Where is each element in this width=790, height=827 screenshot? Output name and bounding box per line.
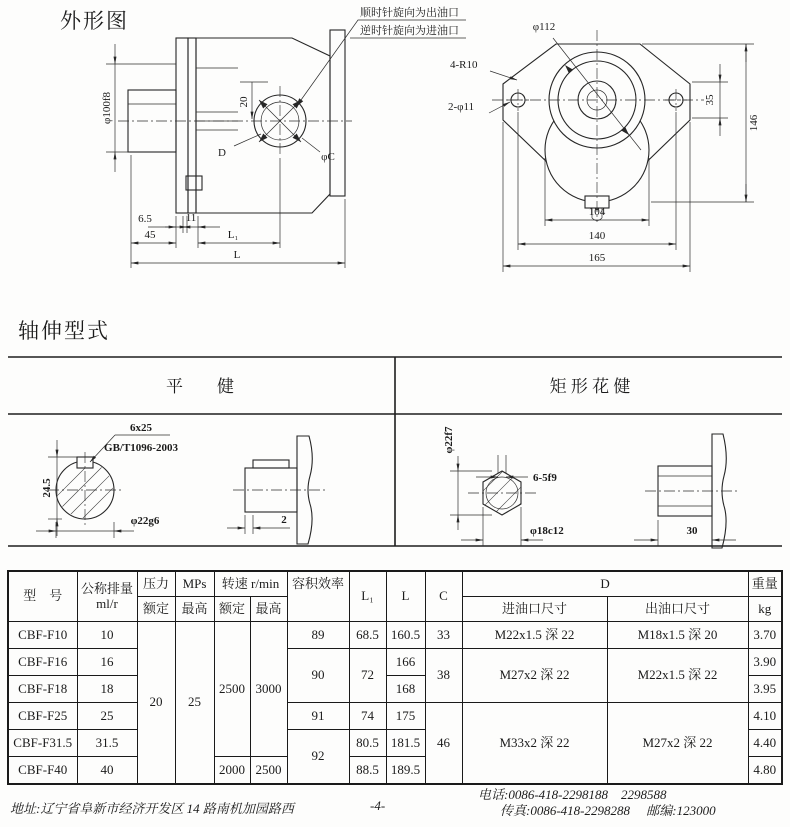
cell-pressure-max: 25 xyxy=(175,622,214,785)
col-header-vol-efficiency: 容积效率 xyxy=(287,571,349,622)
cell-speed-max: 2500 xyxy=(250,757,287,785)
cell-L: 160.5 xyxy=(386,622,425,649)
cell-displacement: 31.5 xyxy=(77,730,137,757)
cell-C: 33 xyxy=(425,622,462,649)
shaft-type-title: 轴伸型式 xyxy=(18,319,110,343)
cell-L1: 74 xyxy=(349,703,386,730)
col-header-speed: 转速 r/min xyxy=(214,571,287,597)
col-subheader-speed-max: 最高 xyxy=(250,597,287,622)
dim-phi18c12: φ18c12 xyxy=(530,525,564,537)
cell-L: 189.5 xyxy=(386,757,425,785)
cell-weight: 3.70 xyxy=(748,622,782,649)
col-header-displacement xyxy=(77,571,137,622)
dim-11: 11 xyxy=(185,212,197,224)
cell-outlet: M22x1.5 深 22 xyxy=(607,649,748,703)
flat-key-side-view xyxy=(227,436,327,544)
col-subheader-kg: kg xyxy=(748,597,782,622)
label-4R10: 4-R10 xyxy=(450,59,478,71)
cell-L1: 80.5 xyxy=(349,730,386,757)
flat-key-header: 平 健 xyxy=(166,377,234,396)
cell-model: CBF-F25 xyxy=(8,703,77,730)
cell-L: 181.5 xyxy=(386,730,425,757)
rotation-note-ccw: 逆时针旋向为进油口 xyxy=(360,25,459,37)
cell-model: CBF-F18 xyxy=(8,676,77,703)
pump-side-view-drawing xyxy=(101,5,466,268)
col-header-displacement-line1: 公称排量 xyxy=(80,580,133,596)
page-number: -4- xyxy=(370,798,386,813)
cell-inlet: M27x2 深 22 xyxy=(462,649,607,703)
dim-L1: L₁ xyxy=(227,229,239,241)
outline-title: 外形图 xyxy=(60,9,129,33)
cell-speed-rated: 2000 xyxy=(214,757,250,785)
cell-pressure-rated: 20 xyxy=(137,622,175,785)
col-subheader-outlet: 出油口尺寸 xyxy=(607,597,748,622)
col-header-L1: L₁ xyxy=(349,571,386,622)
col-header-model: 型 号 xyxy=(8,571,77,622)
cell-C: 46 xyxy=(425,703,462,785)
cell-efficiency: 92 xyxy=(287,730,349,785)
cell-outlet: M18x1.5 深 20 xyxy=(607,622,748,649)
table-row xyxy=(8,649,782,676)
dim-104: 104 xyxy=(588,206,606,218)
col-header-displacement-line2: ml/r xyxy=(96,595,118,611)
col-header-L: L xyxy=(386,571,425,622)
dim-146: 146 xyxy=(748,114,760,132)
spline-header: 矩 形 花 健 xyxy=(549,377,631,396)
dim-L: L xyxy=(233,249,241,261)
cell-speed-rated: 2500 xyxy=(214,622,250,757)
cell-displacement: 18 xyxy=(77,676,137,703)
dim-35: 35 xyxy=(704,94,716,106)
cell-model: CBF-F16 xyxy=(8,649,77,676)
cell-inlet: M22x1.5 深 22 xyxy=(462,622,607,649)
dim-6-5: 6.5 xyxy=(138,213,152,225)
dim-24-5: 24.5 xyxy=(41,478,53,498)
cell-displacement: 16 xyxy=(77,649,137,676)
footer-address: 地址:辽宁省阜新市经济开发区 14 路南机加园路西 xyxy=(10,801,294,816)
spline-end-view xyxy=(443,426,564,546)
label-2phi11: 2-φ11 xyxy=(448,101,475,113)
dim-45: 45 xyxy=(144,229,156,241)
dim-label-phiC: φC xyxy=(321,151,335,163)
cell-efficiency: 89 xyxy=(287,622,349,649)
dim-phi100f8: φ100f8 xyxy=(101,91,113,125)
page-footer xyxy=(0,786,790,827)
dim-6-5f9: 6-5f9 xyxy=(533,472,557,484)
cell-displacement: 10 xyxy=(77,622,137,649)
col-subheader-speed-rated: 额定 xyxy=(214,597,250,622)
cell-model: CBF-F10 xyxy=(8,622,77,649)
cell-displacement: 40 xyxy=(77,757,137,785)
cell-model: CBF-F31.5 xyxy=(8,730,77,757)
col-header-D: D xyxy=(462,571,748,597)
cell-model: CBF-F40 xyxy=(8,757,77,785)
flat-key-end-view xyxy=(36,422,178,538)
cell-weight: 3.95 xyxy=(748,676,782,703)
shaft-type-band xyxy=(8,357,782,548)
dim-phi22g6: φ22g6 xyxy=(130,515,160,527)
cell-weight: 4.40 xyxy=(748,730,782,757)
col-header-mps: MPs xyxy=(175,571,214,597)
footer-contact xyxy=(478,787,716,820)
rotation-note-cw: 顺时针旋向为出油口 xyxy=(360,7,459,19)
cell-speed-max: 3000 xyxy=(250,622,287,757)
cell-weight: 4.10 xyxy=(748,703,782,730)
key-spec-label: 6x25 xyxy=(130,422,152,434)
dim-20: 20 xyxy=(238,96,250,108)
dim-label-D: D xyxy=(218,147,226,159)
cell-L: 175 xyxy=(386,703,425,730)
dim-140: 140 xyxy=(588,230,606,242)
col-header-weight: 重量 xyxy=(748,571,782,597)
pump-front-view-drawing xyxy=(448,21,760,272)
spec-table xyxy=(7,570,783,785)
cell-weight: 4.80 xyxy=(748,757,782,785)
cell-L1: 88.5 xyxy=(349,757,386,785)
cell-L1: 68.5 xyxy=(349,622,386,649)
col-subheader-pressure-rated: 额定 xyxy=(137,597,175,622)
cell-displacement: 25 xyxy=(77,703,137,730)
dim-phi22f7: φ22f7 xyxy=(443,426,455,454)
footer-telephone: 电话:0086-418-2298188 2298588 xyxy=(478,787,667,802)
key-standard-label: GB/T1096-2003 xyxy=(104,442,178,454)
cell-L: 168 xyxy=(386,676,425,703)
table-row xyxy=(8,622,782,649)
cell-C: 38 xyxy=(425,649,462,703)
dim-2: 2 xyxy=(281,514,287,526)
table-row xyxy=(8,703,782,730)
col-subheader-pressure-max: 最高 xyxy=(175,597,214,622)
cell-weight: 3.90 xyxy=(748,649,782,676)
dim-30: 30 xyxy=(686,525,698,537)
col-subheader-inlet: 进油口尺寸 xyxy=(462,597,607,622)
cell-efficiency: 90 xyxy=(287,649,349,703)
dim-165: 165 xyxy=(588,252,606,264)
cell-L: 166 xyxy=(386,649,425,676)
spline-side-view xyxy=(634,434,740,548)
col-header-C: C xyxy=(425,571,462,622)
cell-inlet: M33x2 深 22 xyxy=(462,703,607,785)
cell-outlet: M27x2 深 22 xyxy=(607,703,748,785)
cell-efficiency: 91 xyxy=(287,703,349,730)
col-header-pressure: 压力 xyxy=(137,571,175,597)
cell-L1: 72 xyxy=(349,649,386,703)
dim-phi112: φ112 xyxy=(532,21,556,33)
footer-fax-postcode: 传真:0086-418-2298288 邮编:123000 xyxy=(500,803,716,819)
